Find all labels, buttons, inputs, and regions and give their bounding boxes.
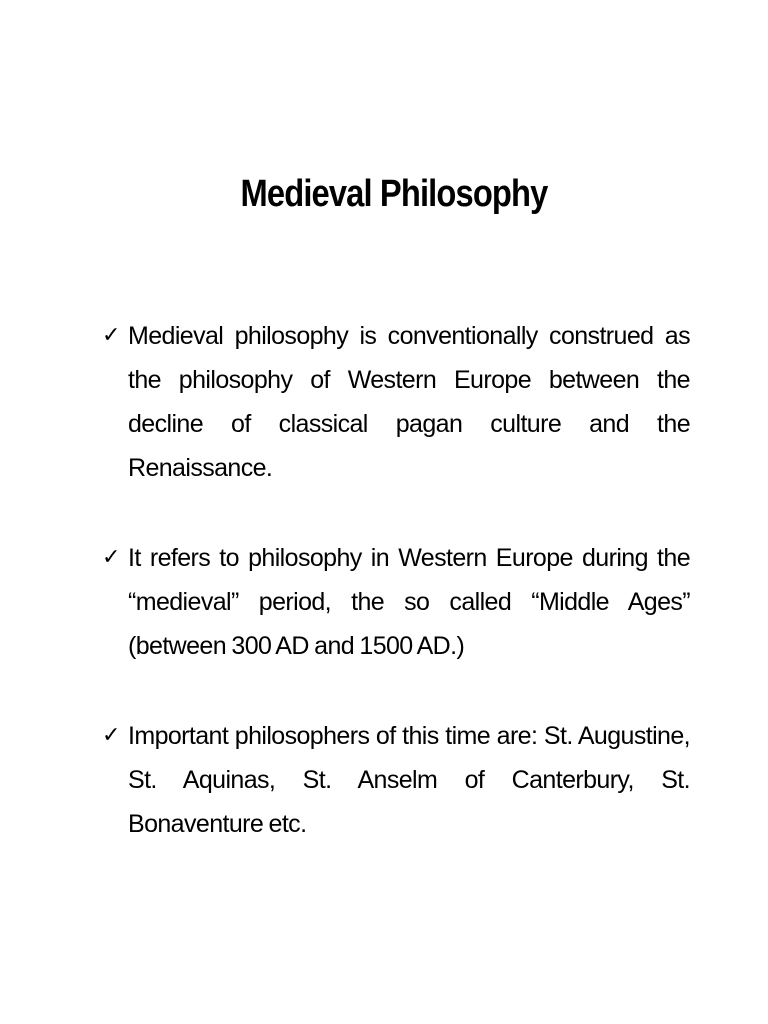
bullet-text: Important philosophers of this time are: St. Augustine, St. Aquinas, St. Anselm of Canterbury, St. Bonaventure etc. bbox=[128, 722, 690, 838]
bullet-item bbox=[100, 314, 690, 490]
check-icon: ✓ bbox=[102, 545, 121, 570]
check-icon: ✓ bbox=[102, 723, 121, 748]
bullet-item bbox=[100, 714, 690, 846]
bullet-item bbox=[100, 536, 690, 668]
bullet-list bbox=[100, 314, 690, 892]
check-icon: ✓ bbox=[102, 323, 121, 348]
bullet-text: It refers to philosophy in Western Europe during the “medieval” period, the so called “Middle Ages” (between 300 AD and 1500 AD.) bbox=[128, 544, 690, 660]
bullet-text: Medieval philosophy is conventionally construed as the philosophy of Western Europe between the decline of classical pagan culture and the Renaissance. bbox=[128, 322, 690, 482]
slide-title: Medieval Philosophy bbox=[240, 173, 548, 215]
